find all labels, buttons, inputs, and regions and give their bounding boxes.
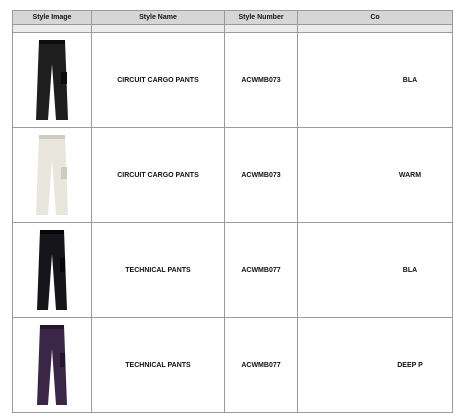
style-number-cell: ACWMB077 (225, 223, 298, 318)
style-number-cell: ACWMB077 (225, 318, 298, 413)
style-image-cell (13, 33, 92, 128)
pants-image (32, 133, 72, 217)
style-image-cell (13, 318, 92, 413)
color-cell: BLA (298, 223, 453, 318)
table-row (13, 33, 453, 128)
pants-cargo-pocket (61, 167, 67, 179)
header-style-name: Style Name (92, 11, 225, 25)
color-cell: BLA (298, 33, 453, 128)
pants-waistband (40, 230, 64, 234)
pants-image (32, 228, 72, 312)
style-name-cell: TECHNICAL PANTS (92, 318, 225, 413)
style-image-cell (13, 223, 92, 318)
spacer-row (13, 25, 453, 33)
pants-cargo-pocket (61, 72, 67, 84)
table-row (13, 223, 453, 318)
pants-image (32, 323, 72, 407)
style-image-cell (13, 128, 92, 223)
table-row (13, 128, 453, 223)
header-row (13, 11, 453, 25)
style-number-cell: ACWMB073 (225, 33, 298, 128)
spacer-cell (298, 25, 453, 33)
style-name-cell: CIRCUIT CARGO PANTS (92, 128, 225, 223)
spacer-cell (92, 25, 225, 33)
pants-waistband (39, 40, 65, 44)
pants-image (32, 38, 72, 122)
style-table (12, 10, 453, 413)
style-name-cell: TECHNICAL PANTS (92, 223, 225, 318)
spacer-cell (13, 25, 92, 33)
header-color: Co (298, 11, 453, 25)
color-cell: DEEP P (298, 318, 453, 413)
pants-waistband (40, 325, 64, 329)
spacer-cell (225, 25, 298, 33)
header-style-number: Style Number (225, 11, 298, 25)
pants-side-pocket (60, 353, 65, 367)
pants-waistband (39, 135, 65, 139)
style-name-cell: CIRCUIT CARGO PANTS (92, 33, 225, 128)
style-number-cell: ACWMB073 (225, 128, 298, 223)
table-row (13, 318, 453, 413)
color-cell: WARM (298, 128, 453, 223)
header-style-image: Style Image (13, 11, 92, 25)
pants-side-pocket (60, 258, 65, 272)
